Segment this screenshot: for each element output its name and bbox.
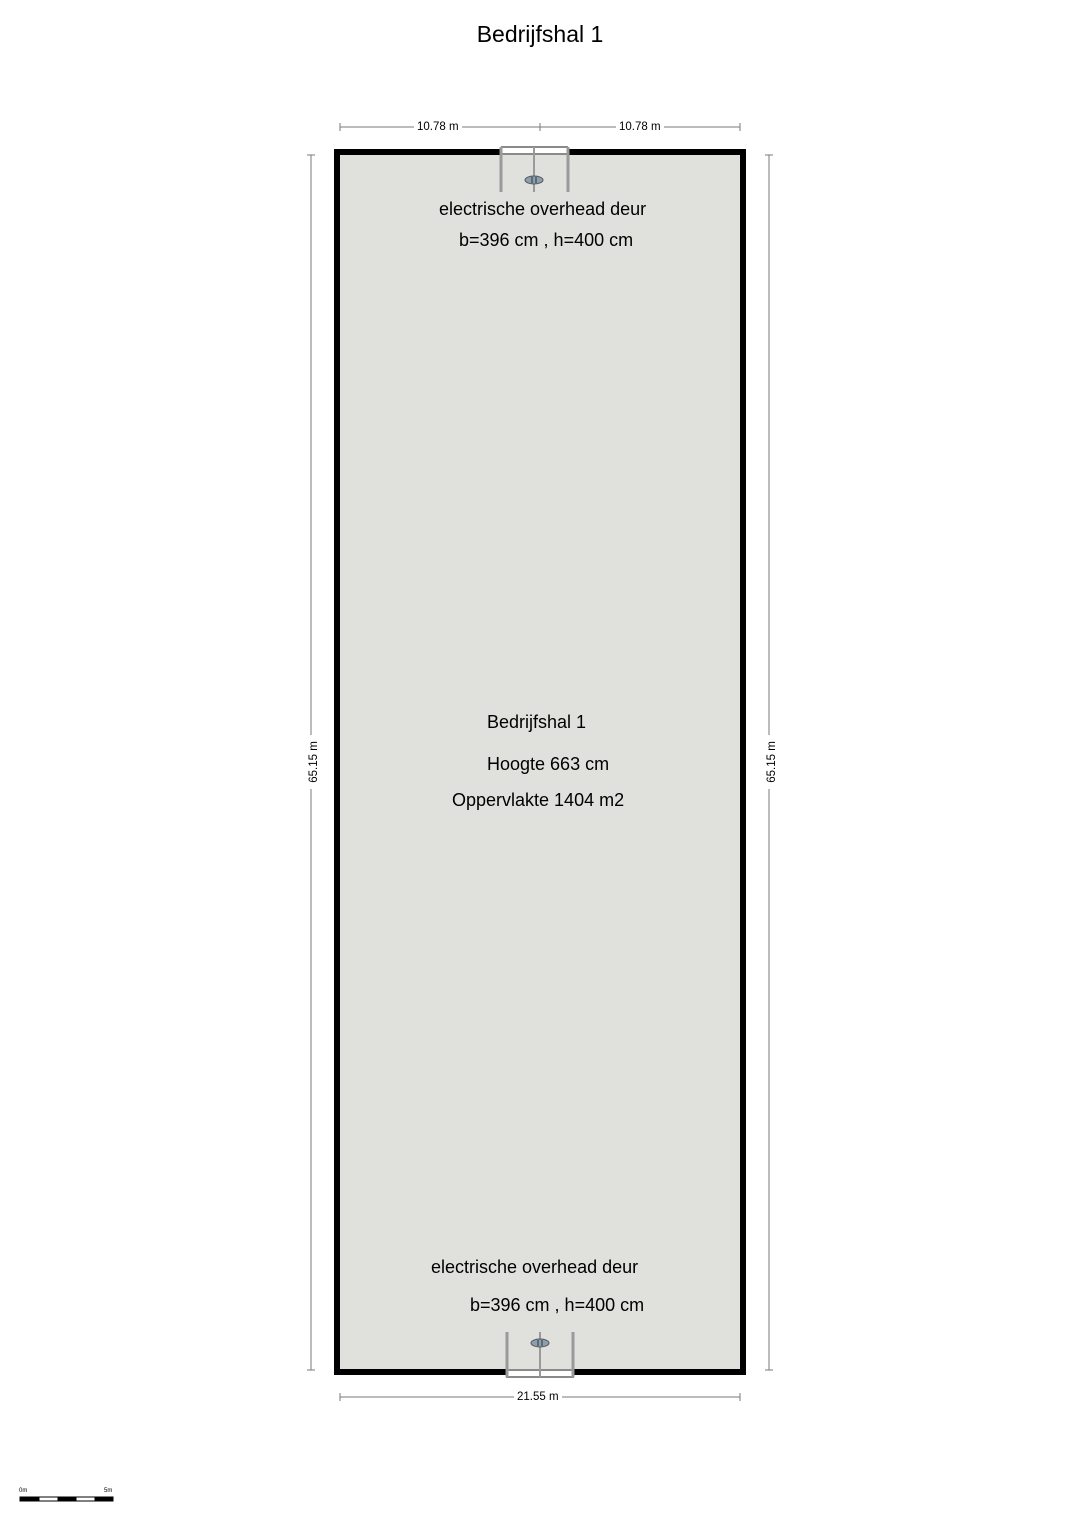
- door-motor-icon: [525, 176, 543, 184]
- room-height: Hoogte 663 cm: [487, 754, 610, 774]
- page-title: Bedrijfshal 1: [476, 21, 604, 47]
- top-door-label: electrische overhead deur: [439, 199, 647, 219]
- dimension-top-left: 10.78 m: [414, 120, 462, 134]
- dimension-bottom: 21.55 m: [514, 1390, 562, 1404]
- dimension-top-right: 10.78 m: [616, 120, 664, 134]
- room-name: Bedrijfshal 1: [487, 712, 587, 732]
- dimension-right: 65.15 m: [765, 735, 779, 789]
- dimension-left: 65.15 m: [307, 735, 321, 789]
- room-area: Oppervlakte 1404 m2: [452, 790, 625, 810]
- scale-bar: [20, 1497, 113, 1501]
- bottom-door-label: electrische overhead deur: [431, 1257, 639, 1277]
- top-door-size: b=396 cm , h=400 cm: [459, 230, 634, 250]
- bottom-door-size: b=396 cm , h=400 cm: [470, 1295, 645, 1315]
- door-motor-icon: [531, 1339, 549, 1347]
- scale-end-label: 5m: [104, 1488, 113, 1494]
- scale-start-label: 0m: [19, 1488, 28, 1494]
